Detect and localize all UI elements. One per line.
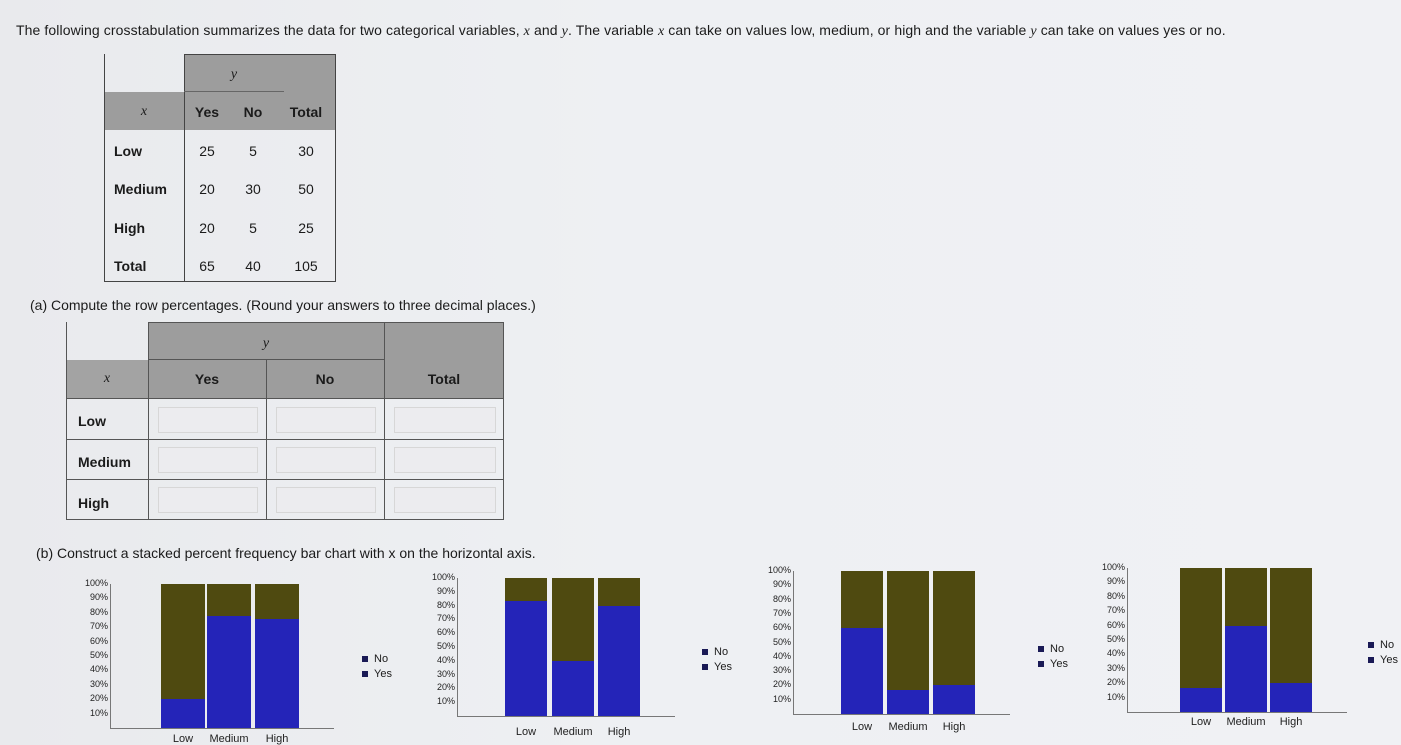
y-tick-label: 40% [772, 650, 791, 661]
y-tick-label: 30% [89, 678, 108, 689]
input-medium-yes[interactable] [158, 447, 258, 473]
y-tick-label: 90% [772, 579, 791, 590]
bar-yes-low [505, 601, 547, 716]
crosstab-x-label: x [140, 104, 148, 119]
legend-item [1038, 642, 1064, 657]
row-percentage-table [66, 322, 504, 520]
cell-high-total: 25 [298, 220, 314, 236]
y-axis [793, 571, 794, 714]
bar-no-medium [207, 584, 251, 616]
col-no-header: No [243, 104, 263, 120]
legend-label: No [1050, 643, 1065, 655]
cell-medium-no: 30 [245, 181, 261, 197]
y-tick-label: 10% [436, 696, 455, 707]
input-medium-no[interactable] [276, 447, 376, 473]
bar-no-medium [1225, 568, 1267, 626]
bar-yes-low [841, 628, 883, 714]
divider [184, 54, 185, 282]
var-y: y [1030, 24, 1037, 39]
legend-label: Yes [714, 661, 732, 673]
legend-item [702, 645, 728, 660]
bar-no-high [1270, 568, 1312, 683]
y-tick-label: 50% [89, 650, 108, 660]
cell-low-no: 5 [249, 143, 257, 159]
legend-item [362, 652, 388, 667]
bar-yes-medium [207, 616, 251, 728]
y-tick-label: 100% [767, 565, 791, 575]
rp-col-yes: Yes [194, 371, 220, 387]
y-axis [1127, 568, 1128, 712]
x-tick-label: High [265, 733, 289, 745]
bar-no-low [1180, 568, 1222, 688]
legend-square-icon [1368, 642, 1374, 648]
bar-yes-high [255, 619, 299, 728]
y-tick-label: 80% [89, 606, 108, 617]
divider [184, 54, 336, 55]
y-axis [110, 584, 111, 728]
intro-part: . The variable [567, 22, 658, 38]
input-low-no[interactable] [276, 407, 376, 433]
y-tick-label: 90% [1106, 576, 1125, 587]
divider [66, 398, 504, 399]
x-tick-label: Medium [553, 726, 593, 738]
bar-yes-high [598, 606, 640, 716]
legend-item [1038, 657, 1068, 672]
col-yes-header: Yes [194, 104, 220, 120]
input-high-no[interactable] [276, 487, 376, 513]
legend-square-icon [1038, 646, 1044, 652]
bar-yes-low [161, 699, 205, 728]
y-axis [457, 578, 458, 716]
y-tick-label: 40% [1106, 648, 1125, 659]
y-tick-label: 80% [1106, 590, 1125, 601]
legend-label: Yes [374, 668, 392, 680]
intro-text [16, 22, 1226, 40]
y-tick-label: 90% [89, 592, 108, 603]
x-axis [110, 728, 334, 729]
var-x: x [657, 24, 665, 39]
part-b-question: (b) Construct a stacked percent frequency bar chart with x on the horizontal axis. [36, 545, 536, 561]
y-tick-label: 50% [1106, 634, 1125, 644]
y-tick-label: 30% [436, 668, 455, 679]
y-tick-label: 70% [436, 613, 455, 624]
divider [104, 281, 336, 282]
divider [104, 54, 105, 282]
bar-no-low [161, 584, 205, 699]
x-tick-label: High [942, 721, 966, 733]
divider [148, 359, 384, 360]
divider [66, 479, 504, 480]
bar-yes-medium [552, 661, 594, 716]
x-tick-label: Low [515, 726, 537, 738]
rp-row-medium: Medium [78, 454, 131, 470]
rp-row-high: High [78, 495, 110, 511]
cell-high-yes: 20 [199, 220, 215, 236]
bar-no-medium [552, 578, 594, 661]
y-tick-label: 100% [1101, 562, 1125, 572]
x-axis [1127, 712, 1347, 713]
legend-label: No [1380, 639, 1395, 651]
cell-low-total: 30 [298, 143, 314, 159]
input-high-yes[interactable] [158, 487, 258, 513]
rp-row-low: Low [78, 413, 106, 429]
y-tick-label: 10% [1106, 691, 1125, 702]
legend-item [362, 667, 392, 682]
y-tick-label: 70% [89, 621, 108, 632]
y-tick-label: 30% [1106, 662, 1125, 673]
legend-square-icon [362, 656, 368, 662]
input-low-yes[interactable] [158, 407, 258, 433]
divider [148, 322, 504, 323]
cell-total-no: 40 [245, 258, 261, 274]
intro-part: and [530, 22, 562, 38]
rp-col-no: No [315, 371, 335, 387]
intro-part: The following crosstabulation summarizes the data for two categorical variables, [16, 22, 524, 38]
y-tick-label: 10% [772, 693, 791, 704]
y-tick-label: 20% [772, 679, 791, 690]
cell-total-yes: 65 [199, 258, 215, 274]
crosstab-y-label: y [230, 67, 238, 82]
bar-yes-medium [1225, 626, 1267, 712]
cell-low-yes: 25 [199, 143, 215, 159]
y-tick-label: 100% [431, 572, 455, 582]
cell-medium-yes: 20 [199, 181, 215, 197]
row-low-label: Low [114, 143, 142, 159]
divider [66, 439, 504, 440]
rp-x-label: x [103, 371, 111, 386]
bar-no-low [841, 571, 883, 628]
legend-label: Yes [1050, 658, 1068, 670]
y-tick-label: 20% [436, 682, 455, 693]
cell-total-total: 105 [294, 258, 318, 274]
crosstab-table [104, 54, 336, 282]
legend-item [1368, 653, 1398, 668]
y-tick-label: 50% [772, 636, 791, 647]
x-tick-label: Medium [1226, 716, 1266, 728]
bar-yes-low [1180, 688, 1222, 712]
x-tick-label: Low [1190, 716, 1212, 728]
legend-label: Yes [1380, 654, 1398, 666]
y-tick-label: 40% [436, 654, 455, 665]
part-a-question: (a) Compute the row percentages. (Round your answers to three decimal places.) [30, 297, 536, 313]
y-tick-label: 60% [89, 635, 108, 646]
intro-part: can take on values yes or no. [1036, 22, 1226, 38]
cell-high-no: 5 [249, 220, 257, 236]
bar-yes-high [933, 685, 975, 714]
y-tick-label: 30% [772, 665, 791, 676]
legend-square-icon [702, 649, 708, 655]
bar-no-high [933, 571, 975, 685]
y-tick-label: 50% [436, 641, 455, 651]
legend-label: No [714, 646, 729, 658]
cell-medium-total: 50 [298, 181, 314, 197]
y-tick-label: 40% [89, 664, 108, 675]
legend-square-icon [1038, 661, 1044, 667]
row-medium-label: Medium [114, 181, 167, 197]
divider [384, 322, 385, 520]
legend-square-icon [362, 671, 368, 677]
divider [335, 54, 336, 282]
bar-no-high [255, 584, 299, 619]
x-tick-label: Medium [888, 721, 928, 733]
bar-yes-medium [887, 690, 929, 714]
legend-item [1368, 638, 1394, 653]
var-y: y [561, 24, 568, 39]
y-tick-label: 60% [436, 627, 455, 638]
bar-no-high [598, 578, 640, 606]
row-total-label: Total [114, 258, 147, 274]
y-tick-label: 60% [1106, 619, 1125, 630]
divider [184, 91, 284, 92]
divider [66, 519, 504, 520]
x-tick-label: High [1279, 716, 1303, 728]
intro-part: can take on values low, medium, or high and the variable [664, 22, 1031, 38]
divider [503, 322, 504, 520]
x-tick-label: High [607, 726, 631, 738]
rp-y-label: y [262, 336, 270, 351]
rp-col-total: Total [427, 371, 461, 387]
y-tick-label: 90% [436, 585, 455, 596]
x-tick-label: Low [172, 733, 194, 745]
y-tick-label: 100% [84, 578, 108, 588]
legend-label: No [374, 653, 389, 665]
legend-square-icon [1368, 657, 1374, 663]
x-axis [457, 716, 675, 717]
bar-no-low [505, 578, 547, 601]
legend-square-icon [702, 664, 708, 670]
input-low-total[interactable] [394, 407, 496, 433]
x-tick-label: Medium [209, 733, 249, 745]
y-tick-label: 80% [436, 599, 455, 610]
x-axis [793, 714, 1010, 715]
y-tick-label: 70% [1106, 605, 1125, 616]
bar-no-medium [887, 571, 929, 690]
y-tick-label: 10% [89, 707, 108, 718]
row-high-label: High [114, 220, 146, 236]
bar-yes-high [1270, 683, 1312, 712]
col-total-header: Total [289, 104, 323, 120]
legend-item [702, 660, 732, 675]
y-tick-label: 20% [1106, 677, 1125, 688]
input-high-total[interactable] [394, 487, 496, 513]
y-tick-label: 60% [772, 622, 791, 633]
y-tick-label: 20% [89, 693, 108, 704]
input-medium-total[interactable] [394, 447, 496, 473]
divider [66, 322, 67, 520]
y-tick-label: 80% [772, 593, 791, 604]
var-x: x [523, 24, 530, 39]
x-tick-label: Low [851, 721, 873, 733]
y-tick-label: 70% [772, 607, 791, 618]
